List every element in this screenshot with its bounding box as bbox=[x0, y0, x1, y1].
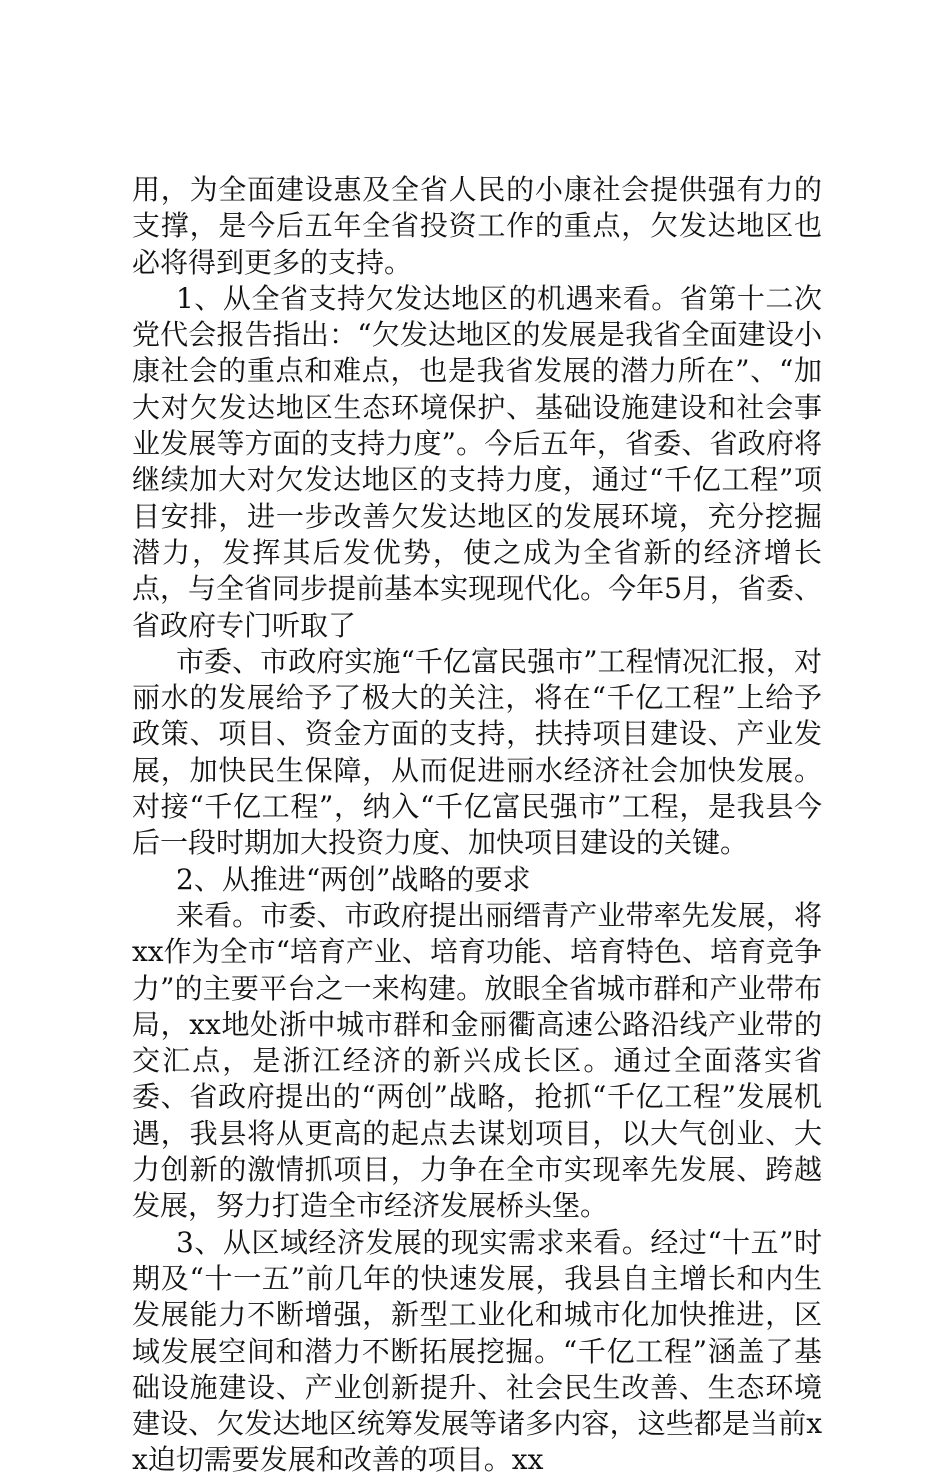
paragraph-1: 用，为全面建设惠及全省人民的小康社会提供强有力的支撑，是今后五年全省投资工作的重点，欠发达地区也必将得到更多的支持。 bbox=[132, 173, 822, 279]
paragraph-4: 2、从推进“两创”战略的要求 bbox=[176, 862, 531, 896]
paragraph-5: 来看。市委、市政府提出丽缙青产业带率先发展，将xx作为全市“培育产业、培育功能、培育特色、培育竞争力”的主要平台之一来构建。放眼全省城市群和产业带布局，xx地处浙中城市群和金丽衢高速公路沿线产业带的交汇点，是浙江经济的新兴成长区。通过全面落实省委、省政府提出的“两创”战略，抢抓“千亿工程”发展机遇，我县将从更高的起点去谋划项目，以大气创业、大力创新的激情抓项目，力争在全市实现率先发展、跨越发展，努力打造全市经济发展桥头堡。 bbox=[132, 898, 822, 1223]
paragraph-3: 市委、市政府实施“千亿富民强市”工程情况汇报，对丽水的发展给予了极大的关注，将在“千亿工程”上给予政策、项目、资金方面的支持，扶持项目建设、产业发展，加快民生保障，从而促进丽水经济社会加快发展。对接“千亿工程”，纳入“千亿富民强市”工程，是我县今后一段时期加大投资力度、加快项目建设的关键。 bbox=[132, 644, 822, 860]
paragraph-2: 1、从全省支持欠发达地区的机遇来看。省第十二次党代会报告指出：“欠发达地区的发展是我省全面建设小康社会的重点和难点，也是我省发展的潜力所在”、“加大对欠发达地区生态环境保护、基础设施建设和社会事业发展等方面的支持力度”。今后五年，省委、省政府将继续加大对欠发达地区的支持力度，通过“千亿工程”项目安排，进一步改善欠发达地区的发展环境，充分挖掘潜力，发挥其后发优势，使之成为全省新的经济增长点，与全省同步提前基本实现现代化。今年5月，省委、省政府专门听取了 bbox=[132, 281, 822, 642]
paragraph-6: 3、从区域经济发展的现实需求来看。经过“十五”时期及“十一五”前几年的快速发展，我县自主增长和内生发展能力不断增强，新型工业化和城市化加快推进，区域发展空间和潜力不断拓展挖掘。“千亿工程”涵盖了基础设施建设、产业创新提升、社会民生改善、生态环境建设、欠发达地区统筹发展等诸多内容，这些都是当前xx迫切需要发展和改善的项目。xx bbox=[132, 1225, 822, 1477]
document-body bbox=[132, 172, 822, 1479]
